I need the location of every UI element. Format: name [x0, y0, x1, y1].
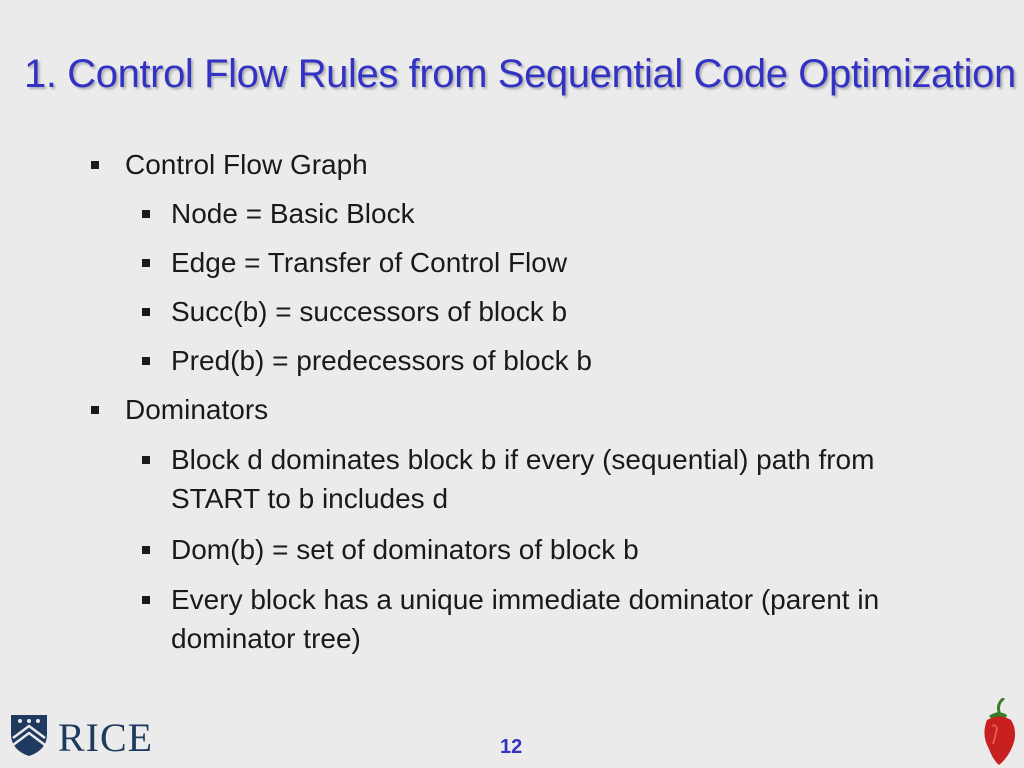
- sub-bullet-item: [171, 440, 911, 518]
- sub-bullet-text: Every block has a unique immediate dominator (parent in dominator tree): [171, 584, 880, 654]
- square-bullet-icon: [142, 308, 150, 316]
- square-bullet-icon: [142, 456, 150, 464]
- sub-bullet-text: Pred(b) = predecessors of block b: [171, 345, 592, 376]
- page-number: 12: [500, 736, 523, 758]
- sub-bullet-item: [171, 341, 911, 380]
- square-bullet-icon: [142, 357, 150, 365]
- sub-bullet-text: Edge = Transfer of Control Flow: [171, 247, 568, 278]
- bullet-text: Dominators: [125, 394, 269, 425]
- square-bullet-icon: [142, 596, 150, 604]
- sub-bullet-item: [171, 580, 911, 658]
- sub-bullet-item: [171, 292, 911, 331]
- sub-bullet-item: [171, 530, 911, 569]
- sub-bullet-text: Block d dominates block b if every (sequential) path from START to b includes d: [171, 444, 875, 514]
- sub-bullet-text: Dom(b) = set of dominators of block b: [171, 534, 639, 565]
- sub-bullet-text: Node = Basic Block: [171, 198, 415, 229]
- rice-logo: [8, 712, 154, 762]
- square-bullet-icon: [91, 161, 99, 169]
- square-bullet-icon: [91, 406, 99, 414]
- sub-bullet-item: [171, 194, 911, 233]
- bullet-item: [125, 145, 368, 184]
- sub-bullet-item: [171, 243, 911, 282]
- logo-text: RICE: [58, 715, 154, 760]
- chili-pepper-icon: [975, 698, 1021, 766]
- bullet-text: Control Flow Graph: [125, 149, 368, 180]
- square-bullet-icon: [142, 546, 150, 554]
- bullet-item: [125, 390, 268, 429]
- rice-owl-shield-icon: [8, 712, 50, 758]
- sub-bullet-text: Succ(b) = successors of block b: [171, 296, 568, 327]
- square-bullet-icon: [142, 210, 150, 218]
- square-bullet-icon: [142, 259, 150, 267]
- slide-title: 1. Control Flow Rules from Sequential Code Optimization: [24, 52, 1016, 96]
